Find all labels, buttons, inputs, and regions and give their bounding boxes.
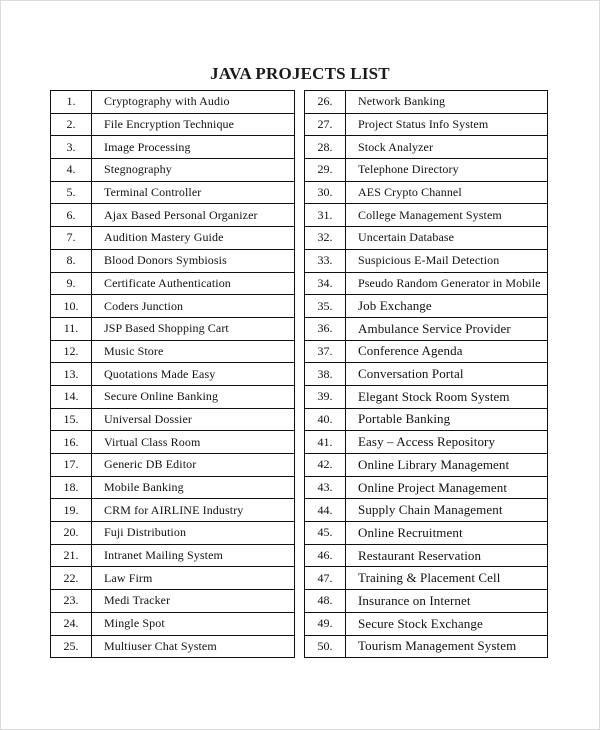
project-name: Multiuser Chat System [92,635,295,658]
project-name: Secure Online Banking [92,385,295,408]
project-number: 21. [51,544,92,567]
table-row [305,272,548,295]
table-row [51,385,295,408]
project-number: 41. [305,431,346,454]
table-row [305,612,548,635]
table-row [305,181,548,204]
project-number: 39. [305,385,346,408]
project-number: 27. [305,113,346,136]
project-name: Online Library Management [346,454,548,477]
project-number: 47. [305,567,346,590]
project-name: Conversation Portal [346,363,548,386]
project-number: 24. [51,612,92,635]
projects-table-left-body [51,91,295,658]
table-row [305,159,548,182]
project-number: 13. [51,363,92,386]
project-name: Ajax Based Personal Organizer [92,204,295,227]
table-row [305,295,548,318]
table-row [51,567,295,590]
project-name: Mobile Banking [92,476,295,499]
table-row [51,317,295,340]
project-number: 6. [51,204,92,227]
project-name: Suspicious E-Mail Detection [346,249,548,272]
project-name: Generic DB Editor [92,454,295,477]
project-number: 49. [305,612,346,635]
project-name: Medi Tracker [92,590,295,613]
project-name: Terminal Controller [92,181,295,204]
project-name: JSP Based Shopping Cart [92,317,295,340]
project-name: Job Exchange [346,295,548,318]
table-row [305,476,548,499]
table-row [305,227,548,250]
project-name: File Encryption Technique [92,113,295,136]
project-name: Quotations Made Easy [92,363,295,386]
project-number: 30. [305,181,346,204]
project-name: Tourism Management System [346,635,548,658]
project-name: Stock Analyzer [346,136,548,159]
table-row [305,544,548,567]
project-number: 36. [305,317,346,340]
project-name: AES Crypto Channel [346,181,548,204]
project-name: Mingle Spot [92,612,295,635]
project-number: 48. [305,590,346,613]
project-number: 12. [51,340,92,363]
project-name: Law Firm [92,567,295,590]
project-name: Online Project Management [346,476,548,499]
table-row [305,317,548,340]
project-number: 32. [305,227,346,250]
project-name: Stegnography [92,159,295,182]
table-row [51,91,295,114]
table-row [51,340,295,363]
project-number: 26. [305,91,346,114]
project-name: Blood Donors Symbiosis [92,249,295,272]
table-row [51,136,295,159]
project-number: 34. [305,272,346,295]
table-row [51,113,295,136]
project-number: 46. [305,544,346,567]
projects-table-right [304,90,548,658]
project-number: 11. [51,317,92,340]
table-row [51,272,295,295]
table-row [305,340,548,363]
table-row [305,454,548,477]
table-row [51,612,295,635]
table-row [305,431,548,454]
project-name: Portable Banking [346,408,548,431]
project-number: 9. [51,272,92,295]
project-name: College Management System [346,204,548,227]
project-name: Project Status Info System [346,113,548,136]
project-number: 37. [305,340,346,363]
project-name: Universal Dossier [92,408,295,431]
project-number: 50. [305,635,346,658]
table-row [305,522,548,545]
project-number: 14. [51,385,92,408]
table-row [305,590,548,613]
project-name: Pseudo Random Generator in Mobile [346,272,548,295]
project-number: 5. [51,181,92,204]
project-name: Secure Stock Exchange [346,612,548,635]
project-name: Uncertain Database [346,227,548,250]
project-number: 42. [305,454,346,477]
project-name: Insurance on Internet [346,590,548,613]
table-row [51,431,295,454]
project-number: 19. [51,499,92,522]
table-row [51,249,295,272]
table-row [51,635,295,658]
project-name: Music Store [92,340,295,363]
project-name: Certificate Authentication [92,272,295,295]
project-name: Telephone Directory [346,159,548,182]
project-number: 20. [51,522,92,545]
project-name: Virtual Class Room [92,431,295,454]
project-number: 43. [305,476,346,499]
table-row [51,408,295,431]
project-name: Elegant Stock Room System [346,385,548,408]
table-row [305,408,548,431]
project-name: Online Recruitment [346,522,548,545]
project-number: 25. [51,635,92,658]
project-name: Image Processing [92,136,295,159]
project-name: Easy – Access Repository [346,431,548,454]
project-name: Supply Chain Management [346,499,548,522]
table-row [305,567,548,590]
table-row [305,363,548,386]
table-row [305,136,548,159]
project-number: 4. [51,159,92,182]
project-number: 2. [51,113,92,136]
project-number: 28. [305,136,346,159]
project-number: 33. [305,249,346,272]
project-number: 10. [51,295,92,318]
table-row [51,476,295,499]
projects-table-right-body [305,91,548,658]
project-name: Fuji Distribution [92,522,295,545]
table-row [51,522,295,545]
table-row [51,499,295,522]
table-row [51,544,295,567]
table-row [51,295,295,318]
table-row [305,635,548,658]
project-name: Conference Agenda [346,340,548,363]
project-number: 8. [51,249,92,272]
project-name: Cryptography with Audio [92,91,295,114]
table-row [51,159,295,182]
table-row [51,454,295,477]
project-name: Audition Mastery Guide [92,227,295,250]
project-name: Coders Junction [92,295,295,318]
project-name: Restaurant Reservation [346,544,548,567]
table-row [51,227,295,250]
project-number: 22. [51,567,92,590]
table-row [305,91,548,114]
project-number: 18. [51,476,92,499]
project-name: Training & Placement Cell [346,567,548,590]
table-row [51,181,295,204]
project-number: 38. [305,363,346,386]
page-title: JAVA PROJECTS LIST [210,64,390,83]
table-row [305,499,548,522]
project-number: 7. [51,227,92,250]
table-row [305,113,548,136]
project-number: 15. [51,408,92,431]
project-name: Ambulance Service Provider [346,317,548,340]
project-number: 45. [305,522,346,545]
project-number: 44. [305,499,346,522]
table-row [51,204,295,227]
project-name: Network Banking [346,91,548,114]
table-row [51,363,295,386]
project-number: 40. [305,408,346,431]
project-number: 29. [305,159,346,182]
table-row [305,249,548,272]
project-number: 16. [51,431,92,454]
table-row [305,385,548,408]
project-number: 17. [51,454,92,477]
project-name: CRM for AIRLINE Industry [92,499,295,522]
project-number: 35. [305,295,346,318]
project-number: 1. [51,91,92,114]
projects-table-left [50,90,295,658]
table-row [305,204,548,227]
project-number: 23. [51,590,92,613]
table-row [51,590,295,613]
project-number: 3. [51,136,92,159]
project-name: Intranet Mailing System [92,544,295,567]
project-number: 31. [305,204,346,227]
